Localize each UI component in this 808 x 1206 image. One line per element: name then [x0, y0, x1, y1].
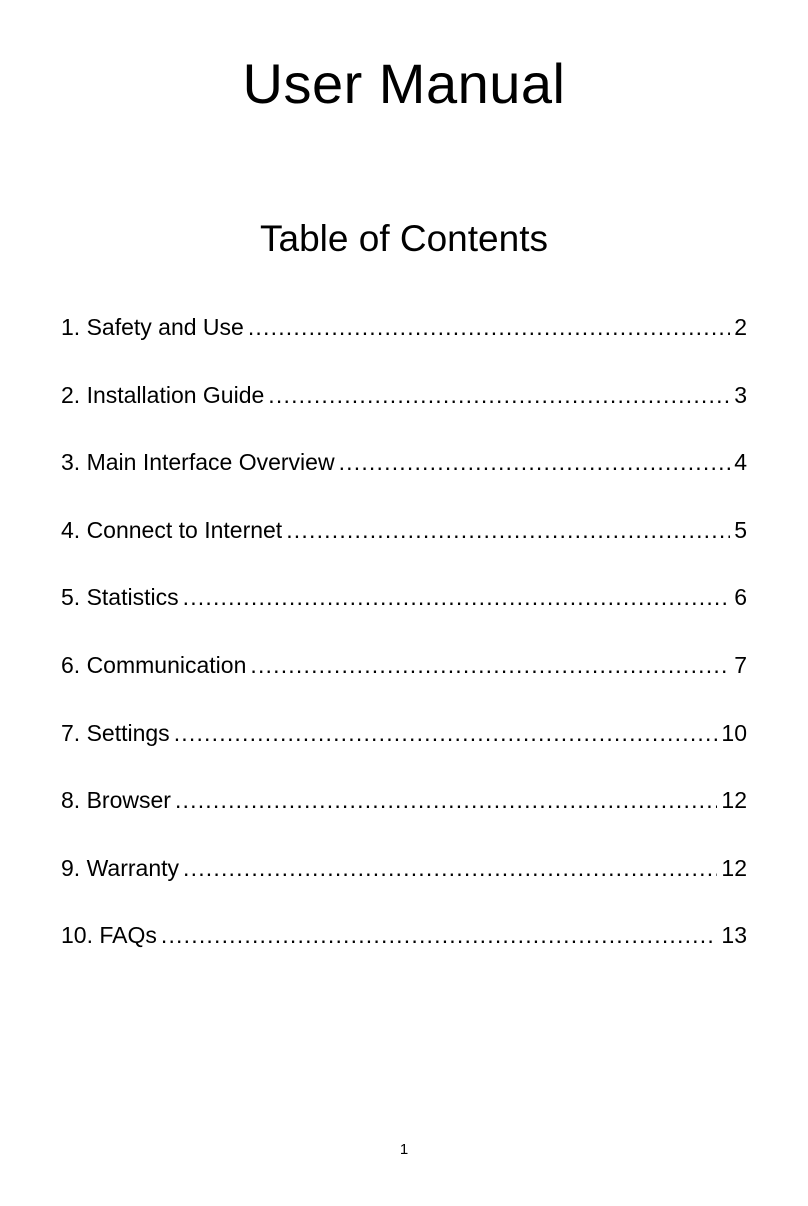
dot-leader: [161, 918, 718, 952]
toc-entry-label: 6. Communication: [61, 651, 247, 678]
dot-leader: [250, 648, 730, 682]
dot-leader: [339, 445, 731, 479]
table-of-contents: [61, 310, 747, 986]
dot-leader: [183, 580, 731, 614]
toc-entry-page: 3: [734, 381, 747, 408]
toc-entry-page: 6: [734, 584, 747, 611]
toc-entry-label: 2. Installation Guide: [61, 381, 265, 408]
toc-entry-warranty[interactable]: [61, 851, 747, 919]
toc-entry-label: 7. Settings: [61, 719, 170, 746]
toc-entry-page: 12: [721, 787, 747, 814]
toc-entry-page: 2: [734, 314, 747, 340]
toc-entry-safety-and-use[interactable]: [61, 310, 747, 378]
toc-entry-page: 5: [734, 516, 747, 543]
dot-leader: [183, 851, 717, 885]
toc-entry-faqs[interactable]: [61, 918, 747, 986]
toc-entry-label: 4. Connect to Internet: [61, 516, 283, 543]
toc-entry-label: 5. Statistics: [61, 584, 179, 611]
toc-entry-connect-to-internet[interactable]: [61, 513, 747, 581]
toc-entry-settings[interactable]: [61, 716, 747, 784]
toc-entry-page: 13: [721, 922, 747, 949]
document-title: User Manual: [242, 51, 566, 115]
toc-entry-label: 9. Warranty: [61, 854, 180, 881]
toc-entry-label: 10. FAQs: [61, 922, 157, 949]
toc-entry-label: 3. Main Interface Overview: [61, 449, 335, 476]
page-number: 1: [399, 1141, 409, 1158]
toc-heading: Table of Contents: [260, 217, 548, 259]
toc-entry-installation-guide[interactable]: [61, 378, 747, 446]
toc-entry-main-interface-overview[interactable]: [61, 445, 747, 513]
toc-entry-page: 4: [734, 449, 747, 476]
toc-entry-statistics[interactable]: [61, 580, 747, 648]
toc-entry-label: 8. Browser: [61, 787, 171, 814]
dot-leader: [175, 783, 717, 817]
toc-entry-page: 10: [721, 719, 747, 746]
toc-entry-page: 12: [721, 854, 747, 881]
dot-leader: [268, 378, 730, 412]
toc-entry-browser[interactable]: [61, 783, 747, 851]
toc-entry-label: 1. Safety and Use: [61, 314, 244, 340]
toc-entry-page: 7: [734, 651, 747, 678]
dot-leader: [248, 310, 730, 344]
dot-leader: [174, 716, 718, 750]
dot-leader: [286, 513, 730, 547]
toc-entry-communication[interactable]: [61, 648, 747, 716]
